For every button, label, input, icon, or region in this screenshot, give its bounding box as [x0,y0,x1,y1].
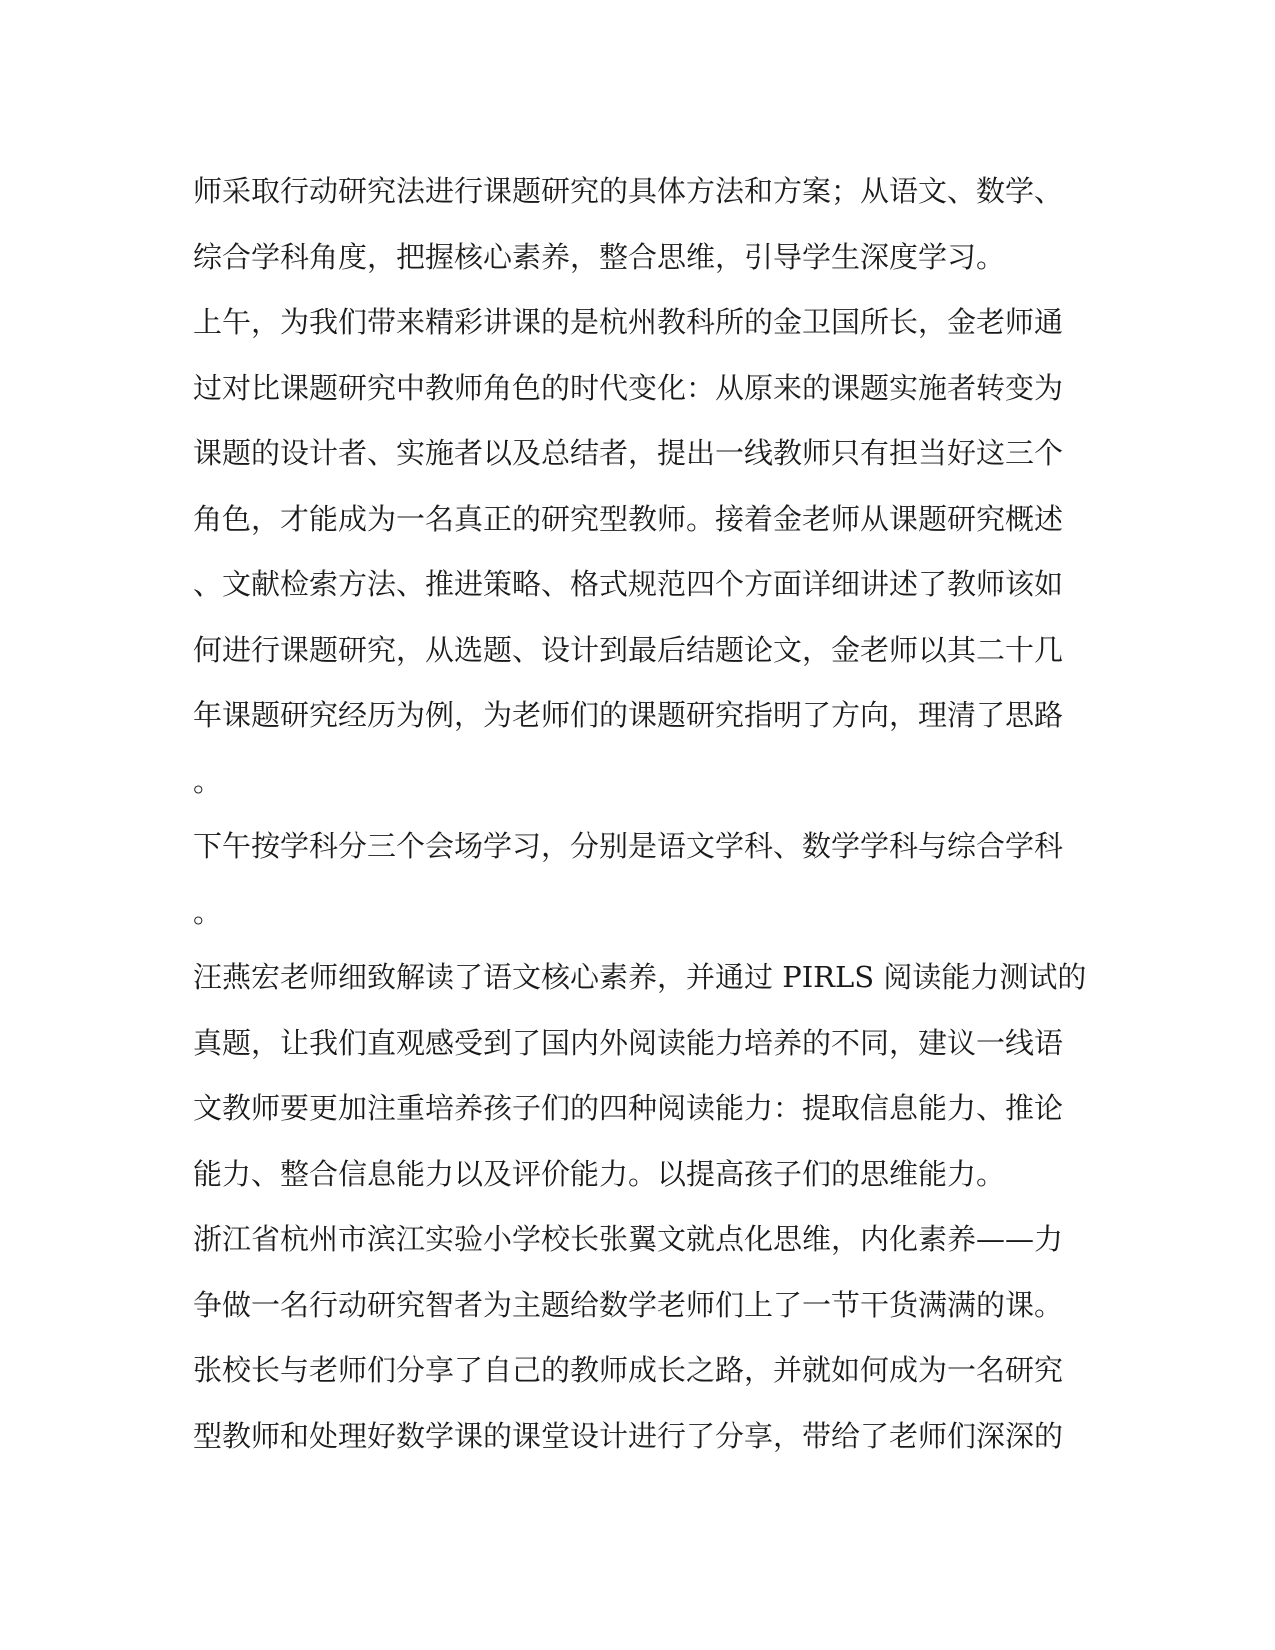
text-line: 角色，才能成为一名真正的研究型教师。接着金老师从课题研究概述 [193,501,1064,536]
text-line: 汪燕宏老师细致解读了语文核心素养，并通过 PIRLS 阅读能力测试的 [193,960,1087,994]
body-text [193,159,1087,1469]
text-line: 真题，让我们直观感受到了国内外阅读能力培养的不同，建议一线语 [193,1025,1064,1060]
text-line: 师采取行动研究法进行课题研究的具体方法和方案；从语文、数学、 [193,174,1064,208]
text-line: 课题的设计者、实施者以及总结者，提出一线教师只有担当好这三个 [193,436,1064,470]
text-line: 。 [193,763,223,798]
text-line: 。 [193,894,223,929]
text-line: 文教师要更加注重培养孩子们的四种阅读能力：提取信息能力、推论 [193,1091,1064,1125]
text-line: 浙江省杭州市滨江实验小学校长张翼文就点化思维，内化素养——力 [193,1222,1064,1256]
text-line: 、文献检索方法、推进策略、格式规范四个方面详细讲述了教师该如 [193,567,1064,601]
text-line: 过对比课题研究中教师角色的时代变化：从原来的课题实施者转变为 [193,370,1064,405]
text-line: 下午按学科分三个会场学习，分别是语文学科、数学学科与综合学科 [193,829,1064,863]
text-line: 能力、整合信息能力以及评价能力。以提高孩子们的思维能力。 [193,1156,1006,1191]
text-line: 综合学科角度，把握核心素养，整合思维，引导学生深度学习。 [193,239,1006,274]
text-line: 年课题研究经历为例，为老师们的课题研究指明了方向，理清了思路 [193,698,1064,732]
text-line: 争做一名行动研究智者为主题给数学老师们上了一节干货满满的课。 [193,1287,1064,1322]
text-line: 张校长与老师们分享了自己的教师成长之路，并就如何成为一名研究 [193,1353,1064,1387]
text-line: 型教师和处理好数学课的课堂设计进行了分享，带给了老师们深深的 [193,1418,1064,1453]
text-line: 何进行课题研究，从选题、设计到最后结题论文，金老师以其二十几 [193,632,1064,667]
text-line: 上午，为我们带来精彩讲课的是杭州教科所的金卫国所长，金老师通 [193,305,1064,339]
